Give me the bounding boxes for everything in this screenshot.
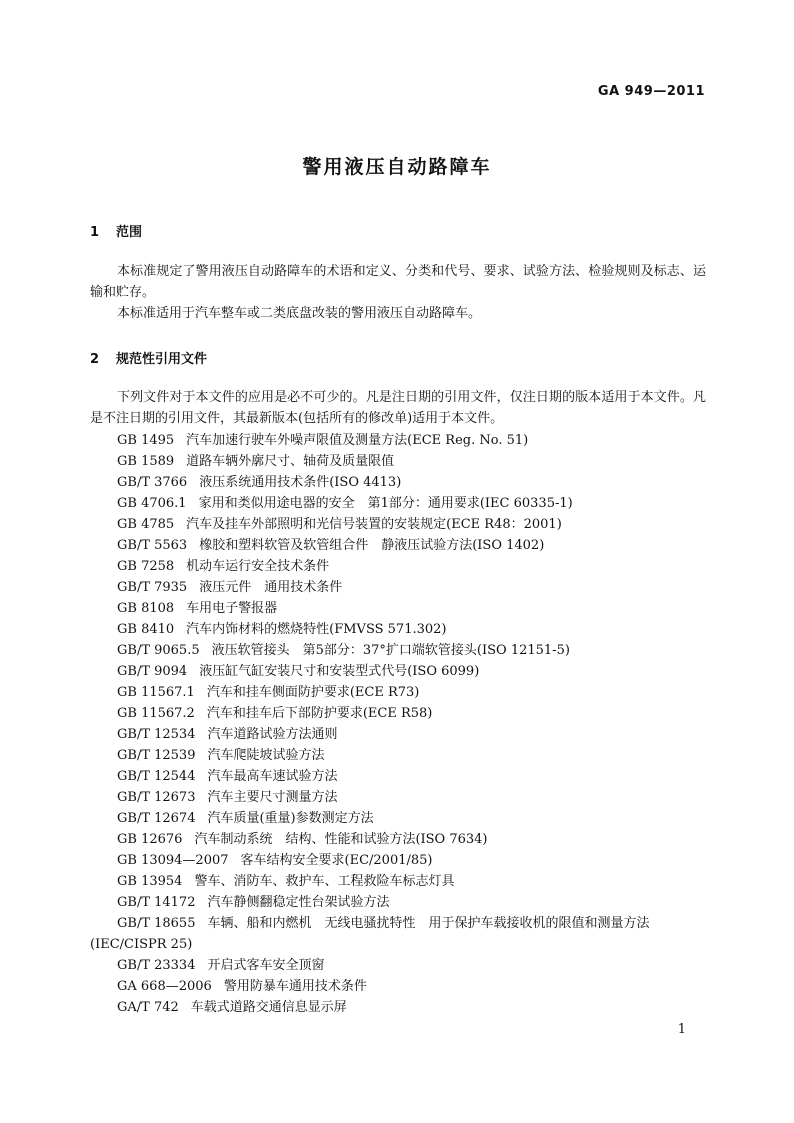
reference-title: 汽车及挂车外部照明和光信号装置的安装规定(ECE R48：2001)	[186, 517, 562, 532]
reference-item	[90, 892, 710, 913]
reference-code: GB 1495	[117, 433, 175, 448]
reference-title: 车辆、船和内燃机 无线电骚扰特性 用于保护车载接收机的限值和测量方法(IEC/CISPR 25)	[90, 916, 650, 952]
reference-item	[90, 451, 710, 472]
reference-code: GA/T 742	[117, 1000, 179, 1015]
reference-code: GB/T 9065.5	[117, 643, 200, 658]
reference-title: 汽车内饰材料的燃烧特性(FMVSS 571.302)	[186, 622, 447, 637]
reference-item	[90, 808, 710, 829]
reference-title: 客车结构安全要求(EC/2001/85)	[240, 853, 433, 868]
reference-list	[90, 430, 710, 1018]
reference-item	[90, 640, 710, 661]
reference-item	[90, 703, 710, 724]
reference-item	[90, 535, 710, 556]
reference-item	[90, 850, 710, 871]
reference-item	[90, 619, 710, 640]
reference-code: GB 11567.2	[117, 706, 195, 721]
reference-code: GB/T 12673	[117, 790, 196, 805]
reference-item	[90, 472, 710, 493]
reference-item	[90, 745, 710, 766]
reference-code: GB/T 12674	[117, 811, 196, 826]
reference-code: GB/T 5563	[117, 538, 188, 553]
reference-item	[90, 682, 710, 703]
reference-title: 液压缸气缸安装尺寸和安装型式代号(ISO 6099)	[199, 664, 480, 679]
references-intro: 下列文件对于本文件的应用是必不可少的。凡是注日期的引用文件，仅注日期的版本适用于本文件。凡是不注日期的引用文件，其最新版本(包括所有的修改单)适用于本文件。	[90, 390, 706, 426]
reference-item	[90, 661, 710, 682]
reference-item	[90, 556, 710, 577]
reference-item	[90, 976, 710, 997]
reference-title: 汽车加速行驶车外噪声限值及测量方法(ECE Reg. No. 51)	[186, 433, 529, 448]
reference-title: 警车、消防车、救护车、工程救险车标志灯具	[194, 874, 455, 889]
reference-code: GB 12676	[117, 832, 183, 847]
reference-code: GB/T 12534	[117, 727, 196, 742]
reference-title: 车载式道路交通信息显示屏	[190, 1000, 347, 1015]
reference-title: 橡胶和塑料软管及软管组合件 静液压试验方法(ISO 1402)	[199, 538, 545, 553]
reference-code: GB 4785	[117, 517, 175, 532]
reference-title: 汽车爬陡坡试验方法	[207, 748, 325, 763]
reference-item	[90, 598, 710, 619]
reference-item	[90, 955, 710, 976]
reference-title: 机动车运行安全技术条件	[186, 559, 330, 574]
reference-code: GB 13094—2007	[117, 853, 229, 868]
reference-code: GB/T 23334	[117, 958, 196, 973]
reference-title: 汽车最高车速试验方法	[207, 769, 338, 784]
section-1-number: 1	[90, 225, 100, 240]
reference-item	[90, 724, 710, 745]
document-code: GA 949—2011	[597, 84, 705, 99]
reference-item	[90, 787, 710, 808]
reference-code: GB/T 7935	[117, 580, 188, 595]
reference-item	[90, 871, 710, 892]
section-2-number: 2	[90, 352, 100, 367]
reference-title: 液压系统通用技术条件(ISO 4413)	[199, 475, 402, 490]
reference-item	[90, 514, 710, 535]
scope-paragraph-2: 本标准适用于汽车整车或二类底盘改装的警用液压自动路障车。	[117, 306, 482, 321]
reference-item	[90, 577, 710, 598]
scope-paragraph-1: 本标准规定了警用液压自动路障车的术语和定义、分类和代号、要求、试验方法、检验规则及标志、运输和贮存。	[90, 264, 706, 300]
reference-item	[90, 829, 710, 850]
reference-item	[90, 766, 710, 787]
reference-code: GB/T 12539	[117, 748, 196, 763]
reference-code: GB 8108	[117, 601, 175, 616]
section-2-title: 规范性引用文件	[116, 352, 208, 367]
reference-title: 汽车道路试验方法通则	[207, 727, 338, 742]
section-1-title: 范围	[116, 225, 143, 240]
reference-code: GB/T 12544	[117, 769, 196, 784]
reference-title: 道路车辆外廓尺寸、轴荷及质量限值	[186, 454, 395, 469]
reference-code: GB 1589	[117, 454, 175, 469]
reference-code: GB/T 18655	[117, 916, 196, 931]
section-2-heading	[90, 348, 207, 367]
reference-title: 汽车主要尺寸测量方法	[207, 790, 338, 805]
reference-code: GA 668—2006	[117, 979, 212, 994]
reference-title: 家用和类似用途电器的安全 第1部分：通用要求(IEC 60335-1)	[198, 496, 573, 511]
reference-title: 汽车制动系统 结构、性能和试验方法(ISO 7634)	[194, 832, 488, 847]
reference-code: GB 4706.1	[117, 496, 187, 511]
reference-title: 警用防暴车通用技术条件	[223, 979, 367, 994]
reference-title: 汽车质量(重量)参数测定方法	[207, 811, 374, 826]
reference-item	[90, 493, 710, 514]
reference-item	[90, 430, 710, 451]
page-title: 警用液压自动路障车	[302, 156, 492, 178]
reference-title: 车用电子警报器	[186, 601, 278, 616]
reference-code: GB 13954	[117, 874, 183, 889]
page-number: 1	[677, 1022, 686, 1037]
reference-code: GB/T 3766	[117, 475, 188, 490]
reference-title: 汽车和挂车后下部防护要求(ECE R58)	[206, 706, 433, 721]
reference-title: 开启式客车安全顶窗	[207, 958, 325, 973]
reference-title: 汽车静侧翻稳定性台架试验方法	[207, 895, 390, 910]
reference-code: GB 8410	[117, 622, 175, 637]
reference-item	[90, 997, 710, 1018]
reference-code: GB/T 9094	[117, 664, 188, 679]
reference-code: GB/T 14172	[117, 895, 196, 910]
reference-title: 液压软管接头 第5部分：37°扩口端软管接头(ISO 12151-5)	[211, 643, 570, 658]
reference-title: 液压元件 通用技术条件	[199, 580, 343, 595]
reference-title: 汽车和挂车侧面防护要求(ECE R73)	[206, 685, 420, 700]
reference-item	[90, 913, 706, 955]
section-1-heading	[90, 221, 142, 240]
reference-code: GB 11567.1	[117, 685, 195, 700]
reference-code: GB 7258	[117, 559, 175, 574]
